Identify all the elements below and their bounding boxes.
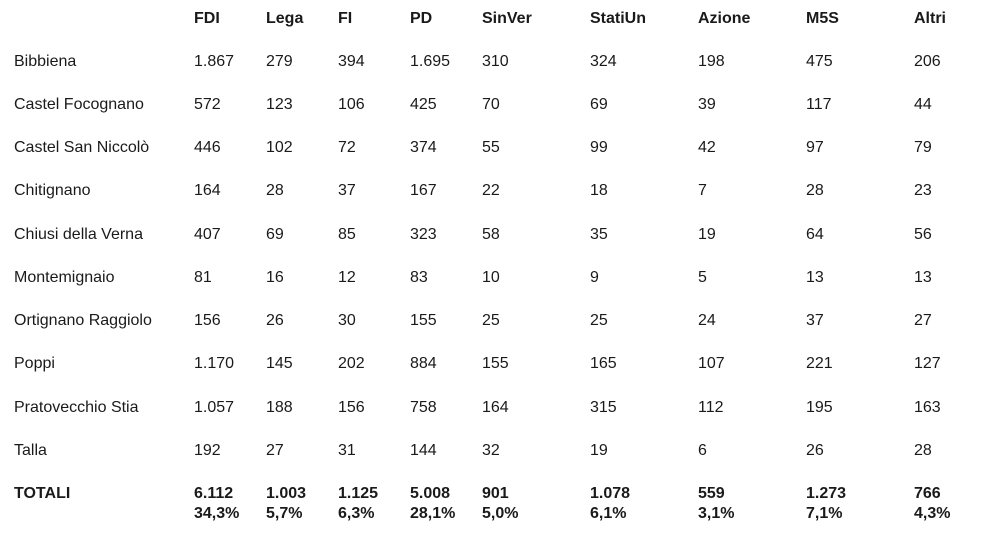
cell-statiun: 9: [590, 269, 599, 286]
cell-fi: 31: [338, 442, 356, 459]
cell-sinver: 32: [482, 442, 500, 459]
cell-pd: 323: [410, 226, 437, 243]
total-fi: [338, 484, 378, 524]
cell-fdi: 446: [194, 139, 221, 156]
cell-m5s: 13: [806, 269, 824, 286]
cell-azione: 7: [698, 182, 707, 199]
cell-altri: 13: [914, 269, 932, 286]
cell-lega: 279: [266, 53, 293, 70]
cell-pd: 374: [410, 139, 437, 156]
municipality-name: Castel San Niccolò: [14, 139, 150, 156]
total-value: 6.112: [194, 485, 234, 502]
total-percent: 3,1%: [698, 505, 735, 522]
cell-m5s: 221: [806, 355, 833, 372]
cell-pd: 167: [410, 182, 437, 199]
cell-sinver: 55: [482, 139, 500, 156]
municipality-name: Bibbiena: [14, 53, 77, 70]
total-percent: 6,1%: [590, 505, 627, 522]
cell-lega: 28: [266, 182, 284, 199]
cell-azione: 6: [698, 442, 707, 459]
cell-fi: 72: [338, 139, 356, 156]
cell-statiun: 19: [590, 442, 608, 459]
cell-fdi: 572: [194, 96, 221, 113]
header-statiun: StatiUn: [590, 10, 646, 27]
cell-fdi: 156: [194, 312, 221, 329]
cell-altri: 127: [914, 355, 941, 372]
cell-statiun: 35: [590, 226, 608, 243]
header-altri: Altri: [914, 10, 946, 27]
cell-m5s: 97: [806, 139, 824, 156]
total-value: 1.003: [266, 485, 307, 502]
total-percent: 4,3%: [914, 505, 951, 522]
total-altri: [914, 484, 950, 524]
header-sinver: SinVer: [482, 10, 532, 27]
municipality-name: Pratovecchio Stia: [14, 399, 139, 416]
cell-fdi: 1.867: [194, 53, 235, 70]
total-percent: 7,1%: [806, 505, 843, 522]
header-m5s: M5S: [806, 10, 839, 27]
cell-altri: 206: [914, 53, 941, 70]
cell-lega: 145: [266, 355, 293, 372]
cell-sinver: 164: [482, 399, 509, 416]
total-percent: 34,3%: [194, 505, 240, 522]
cell-statiun: 315: [590, 399, 617, 416]
cell-fi: 106: [338, 96, 365, 113]
cell-m5s: 117: [806, 96, 832, 113]
totals-row: [0, 484, 982, 528]
cell-sinver: 310: [482, 53, 509, 70]
cell-m5s: 64: [806, 226, 824, 243]
cell-lega: 123: [266, 96, 293, 113]
cell-pd: 144: [410, 442, 437, 459]
cell-altri: 23: [914, 182, 932, 199]
cell-fdi: 192: [194, 442, 221, 459]
cell-azione: 24: [698, 312, 716, 329]
cell-statiun: 69: [590, 96, 608, 113]
cell-altri: 27: [914, 312, 932, 329]
cell-fi: 394: [338, 53, 365, 70]
total-percent: 5,7%: [266, 505, 303, 522]
cell-sinver: 10: [482, 269, 500, 286]
municipality-name: Talla: [14, 442, 47, 459]
cell-fdi: 1.170: [194, 355, 235, 372]
cell-sinver: 58: [482, 226, 500, 243]
cell-lega: 188: [266, 399, 293, 416]
table-row: [0, 225, 982, 249]
municipality-name: Montemignaio: [14, 269, 115, 286]
table-row: [0, 354, 982, 378]
cell-m5s: 37: [806, 312, 824, 329]
municipality-name: Chitignano: [14, 182, 91, 199]
cell-sinver: 155: [482, 355, 509, 372]
cell-lega: 27: [266, 442, 284, 459]
municipality-name: Castel Focognano: [14, 96, 144, 113]
total-value: 1.125: [338, 485, 379, 502]
cell-altri: 28: [914, 442, 932, 459]
cell-lega: 16: [266, 269, 284, 286]
table-row: [0, 398, 982, 422]
municipality-name: Chiusi della Verna: [14, 226, 143, 243]
total-value: 766: [914, 485, 941, 502]
cell-altri: 44: [914, 96, 932, 113]
cell-m5s: 26: [806, 442, 824, 459]
cell-fi: 30: [338, 312, 356, 329]
cell-lega: 69: [266, 226, 284, 243]
total-value: 901: [482, 485, 509, 502]
cell-statiun: 99: [590, 139, 608, 156]
cell-altri: 56: [914, 226, 932, 243]
cell-fi: 156: [338, 399, 365, 416]
cell-pd: 758: [410, 399, 437, 416]
cell-m5s: 195: [806, 399, 833, 416]
table-row: [0, 181, 982, 205]
total-value: 1.078: [590, 485, 631, 502]
cell-altri: 163: [914, 399, 941, 416]
total-value: 559: [698, 485, 725, 502]
cell-azione: 107: [698, 355, 725, 372]
cell-m5s: 475: [806, 53, 833, 70]
total-value: 1.273: [806, 485, 847, 502]
cell-azione: 19: [698, 226, 716, 243]
totals-label: TOTALI: [14, 485, 71, 502]
municipality-name: Ortignano Raggiolo: [14, 312, 152, 329]
municipality-name: Poppi: [14, 355, 55, 372]
cell-fi: 37: [338, 182, 356, 199]
total-lega: [266, 484, 306, 524]
cell-altri: 79: [914, 139, 932, 156]
table-row: [0, 138, 982, 162]
header-azione: Azione: [698, 10, 751, 27]
header-fi: FI: [338, 10, 353, 27]
cell-fdi: 164: [194, 182, 221, 199]
cell-pd: 884: [410, 355, 437, 372]
cell-fi: 202: [338, 355, 365, 372]
header-pd: PD: [410, 10, 433, 27]
cell-fdi: 407: [194, 226, 221, 243]
cell-pd: 425: [410, 96, 437, 113]
cell-statiun: 25: [590, 312, 608, 329]
cell-fi: 12: [338, 269, 356, 286]
cell-azione: 112: [698, 399, 724, 416]
cell-azione: 39: [698, 96, 716, 113]
cell-azione: 198: [698, 53, 725, 70]
table-row: [0, 268, 982, 292]
cell-lega: 102: [266, 139, 293, 156]
total-percent: 5,0%: [482, 505, 519, 522]
total-value: 5.008: [410, 485, 451, 502]
cell-statiun: 324: [590, 53, 617, 70]
cell-pd: 83: [410, 269, 428, 286]
header-row: [0, 9, 982, 33]
table-row: [0, 52, 982, 76]
cell-fi: 85: [338, 226, 356, 243]
cell-azione: 42: [698, 139, 716, 156]
total-percent: 6,3%: [338, 505, 375, 522]
header-lega: Lega: [266, 10, 304, 27]
cell-lega: 26: [266, 312, 284, 329]
cell-statiun: 18: [590, 182, 608, 199]
total-azione: [698, 484, 734, 524]
cell-statiun: 165: [590, 355, 617, 372]
cell-m5s: 28: [806, 182, 824, 199]
cell-fdi: 81: [194, 269, 212, 286]
table-row: [0, 95, 982, 119]
total-percent: 28,1%: [410, 505, 456, 522]
cell-pd: 155: [410, 312, 437, 329]
cell-pd: 1.695: [410, 53, 451, 70]
cell-azione: 5: [698, 269, 707, 286]
cell-sinver: 25: [482, 312, 500, 329]
total-sinver: [482, 484, 518, 524]
cell-sinver: 70: [482, 96, 500, 113]
header-fdi: FDI: [194, 10, 220, 27]
total-fdi: [194, 484, 239, 524]
cell-fdi: 1.057: [194, 399, 235, 416]
total-statiun: [590, 484, 630, 524]
total-m5s: [806, 484, 846, 524]
cell-sinver: 22: [482, 182, 500, 199]
total-pd: [410, 484, 455, 524]
table-row: [0, 441, 982, 465]
table-row: [0, 311, 982, 335]
